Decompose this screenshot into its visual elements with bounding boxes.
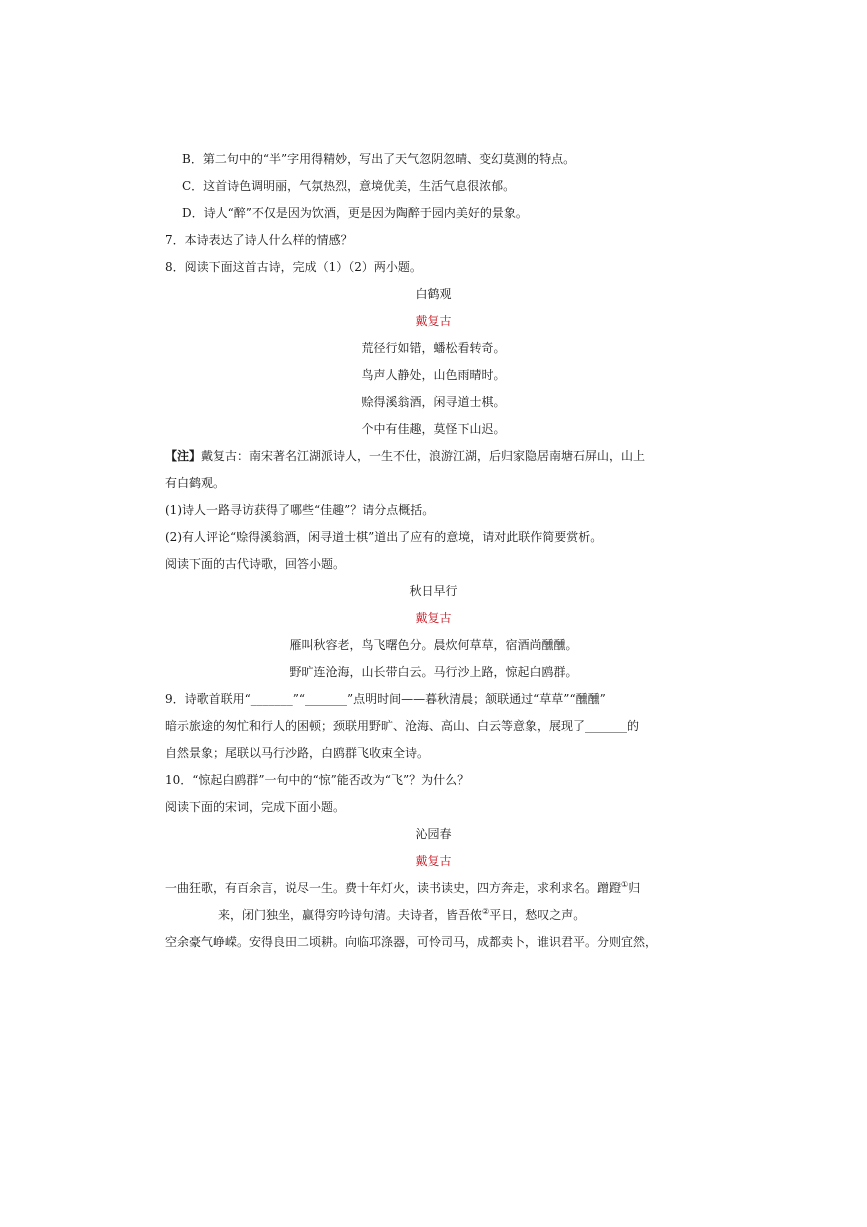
- poem3-line-3: 空余豪气峥嵘。安得良田二顷耕。向临邛涤器，可怜司马，成都卖卜，谁识君平。分则宜然，: [165, 935, 658, 949]
- question-9-line-2: 暗示旅途的匆忙和行人的困顿；颈联用野旷、沧海、高山、白云等意象，展现了_______的: [165, 719, 640, 733]
- note-line-2: 有白鹤观。: [165, 476, 226, 490]
- poem3-text: 来，闭门独坐，赢得穷吟诗句清。夫诗者，皆吾侬: [218, 908, 483, 922]
- poem1-line: 个中有佳趣，莫怪下山迟。: [361, 422, 506, 436]
- intro-poem3: 阅读下面的宋词，完成下面小题。: [165, 800, 346, 814]
- poem2-line: 雁叫秋容老，鸟飞曙色分。晨炊何草草，宿酒尚醺醺。: [289, 638, 578, 652]
- note-text: 戴复古：南宋著名江湖派诗人，一生不仕，浪游江湖，后归家隐居南塘石屏山，山上: [201, 449, 646, 463]
- option-b: B．第二句中的“半”字用得精妙，写出了天气忽阴忽晴、变幻莫测的特点。: [182, 152, 576, 166]
- poem2-author: 戴复古: [415, 611, 452, 625]
- option-d: D．诗人“醉”不仅是因为饮酒，更是因为陶醉于园内美好的景象。: [182, 206, 528, 220]
- question-8-2: (2)有人评论“赊得溪翁酒，闲寻道士棋”道出了应有的意境，请对此联作简要赏析。: [165, 530, 603, 544]
- note-tag: 【注】: [165, 449, 202, 463]
- poem1-line: 鸟声人静处，山色雨晴时。: [361, 368, 506, 382]
- question-7: 7．本诗表达了诗人什么样的情感？: [165, 233, 353, 247]
- footnote-marker: ①: [621, 880, 629, 889]
- question-9-line-3: 自然景象；尾联以马行沙路，白鸥群飞收束全诗。: [165, 746, 430, 760]
- poem2-title: 秋日早行: [409, 584, 458, 598]
- poem3-line-2: [218, 907, 585, 923]
- poem3-line-1: [165, 880, 640, 896]
- intro-poem2: 阅读下面的古代诗歌，回答小题。: [165, 557, 346, 571]
- poem1-author: 戴复古: [415, 314, 452, 328]
- poem1-line: 赊得溪翁酒，闲寻道士棋。: [361, 395, 506, 409]
- poem3-text: 一曲狂歌，有百余言，说尽一生。费十年灯火，读书读史，四方奔走，求利求名。蹭蹬: [165, 881, 622, 895]
- question-8-1: (1)诗人一路寻访获得了哪些“佳趣”？请分点概括。: [165, 503, 435, 517]
- poem3-author: 戴复古: [415, 854, 452, 868]
- note-line-1: [165, 448, 645, 464]
- poem3-text: 归: [628, 881, 641, 895]
- poem1-title: 白鹤观: [415, 287, 452, 301]
- question-9-line-1: 9．诗歌首联用“_______”“_______”点明时间——暮秋清晨；颔联通过“草草”“醺醺”: [165, 692, 606, 706]
- question-10: 10．“惊起白鸥群”一句中的“惊”能否改为“飞”？为什么？: [165, 773, 470, 787]
- poem1-line: 荒径行如错，蟠松看转奇。: [361, 341, 506, 355]
- poem2-line: 野旷连沧海，山长带白云。马行沙上路，惊起白鸥群。: [289, 665, 578, 679]
- option-c: C．这首诗色调明丽，气氛热烈，意境优美，生活气息很浓郁。: [182, 179, 516, 193]
- poem3-title: 沁园春: [415, 827, 452, 841]
- question-8: 8．阅读下面这首古诗，完成（1）（2）两小题。: [165, 260, 422, 274]
- footnote-marker: ②: [482, 907, 490, 916]
- poem3-text: 平日，愁叹之声。: [489, 908, 586, 922]
